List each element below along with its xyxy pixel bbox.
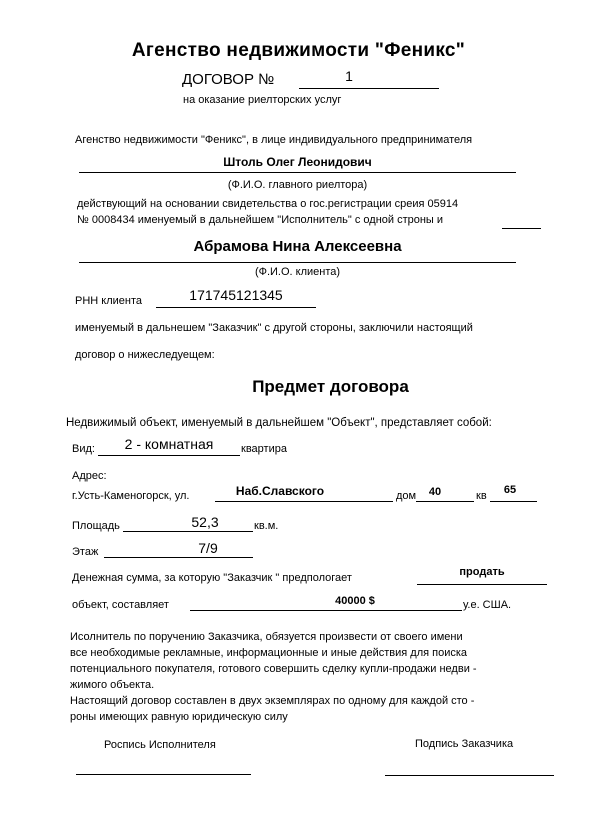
client-name-line xyxy=(79,262,516,263)
contract-label: ДОГОВОР № xyxy=(182,71,275,88)
terms-line-2: все необходимые рекламные, информационные и иные действия для поиска xyxy=(70,647,468,659)
price-unit: у.е. США. xyxy=(463,599,512,611)
realtor-caption: (Ф.И.О. главного риелтора) xyxy=(227,179,368,191)
basis-line-2: № 0008434 именуемый в дальнейшем "Исполнитель" с одной строны и xyxy=(77,214,444,226)
floor-line xyxy=(104,557,253,558)
address-label: Адрес: xyxy=(72,470,107,482)
terms-line-3: потенциального покупателя, готового совершить сделку купли-продажи недви - xyxy=(70,663,477,675)
basis-blank-line xyxy=(502,228,541,229)
object-intro: Недвижимый объект, именуемый в дальнейшем "Объект", представляет собой: xyxy=(66,417,492,429)
customer-signature-label: Подпись Заказчика xyxy=(415,738,514,750)
executor-signature-line xyxy=(76,774,251,775)
contract-number: 1 xyxy=(345,68,353,84)
realtor-name-line xyxy=(79,172,516,173)
intro-line: Агенство недвижимости "Феникс", в лице индивидуального предпринимателя xyxy=(75,134,473,146)
street-value: Наб.Славского xyxy=(235,484,325,498)
area-label: Площадь xyxy=(72,520,120,532)
price-action-line xyxy=(417,584,547,585)
type-line xyxy=(98,455,240,456)
house-value: 40 xyxy=(428,486,442,498)
price-amount: 40000 $ xyxy=(335,595,375,607)
type-value: 2 - комнатная xyxy=(124,436,214,452)
house-label: дом xyxy=(396,490,417,502)
price-action: продать xyxy=(459,566,505,578)
area-value: 52,3 xyxy=(191,514,219,530)
customer-line-2: договор о нижеследуещем: xyxy=(75,349,215,361)
area-line xyxy=(123,531,253,532)
rnn-value: 171745121345 xyxy=(189,287,283,303)
contract-number-line xyxy=(299,88,439,89)
customer-signature-line xyxy=(385,775,554,776)
terms-line-1: Исолнитель по поручению Заказчика, обязуется произвести от своего имени xyxy=(70,631,463,643)
price-object-label: объект, составляет xyxy=(72,599,169,611)
terms-line-4: жимого объекта. xyxy=(70,679,155,691)
floor-value: 7/9 xyxy=(198,540,218,556)
house-line xyxy=(416,501,474,502)
price-amount-line xyxy=(190,610,462,611)
type-suffix: квартира xyxy=(241,443,287,455)
basis-line-1: действующий на основании свидетельства о гос.регистрации среия 05914 xyxy=(77,198,459,210)
executor-signature-label: Роспись Исполнителя xyxy=(104,739,216,751)
contract-subtitle: на оказание риелторских услуг xyxy=(183,94,342,106)
terms-line-6: роны имеющих равную юридическую силу xyxy=(70,711,288,723)
realtor-name: Штоль Олег Леонидович xyxy=(223,155,372,169)
rnn-label: РНН клиента xyxy=(75,295,143,307)
street-line xyxy=(215,501,393,502)
agency-title: Агенство недвижимости "Феникс" xyxy=(131,40,466,61)
rnn-line xyxy=(156,307,316,308)
section-title: Предмет договора xyxy=(252,377,409,396)
apt-label: кв xyxy=(476,490,487,502)
terms-line-5: Настоящий договор составлен в двух экземплярах по одному для каждой сто - xyxy=(70,695,475,707)
price-label: Денежная сумма, за которую "Заказчик " предпологает xyxy=(72,572,352,584)
customer-line-1: именуемый в дальнешем "Заказчик" с другой стороны, заключили настоящий xyxy=(75,322,473,334)
area-unit: кв.м. xyxy=(254,520,279,532)
client-caption: (Ф.И.О. клиента) xyxy=(254,266,341,278)
city-label: г.Усть-Каменогорск, ул. xyxy=(72,490,190,502)
apt-line xyxy=(490,501,537,502)
client-name: Абрамова Нина Алексеевна xyxy=(193,238,402,255)
floor-label: Этаж xyxy=(72,546,99,558)
type-label: Вид: xyxy=(72,443,95,455)
apt-value: 65 xyxy=(503,484,517,496)
